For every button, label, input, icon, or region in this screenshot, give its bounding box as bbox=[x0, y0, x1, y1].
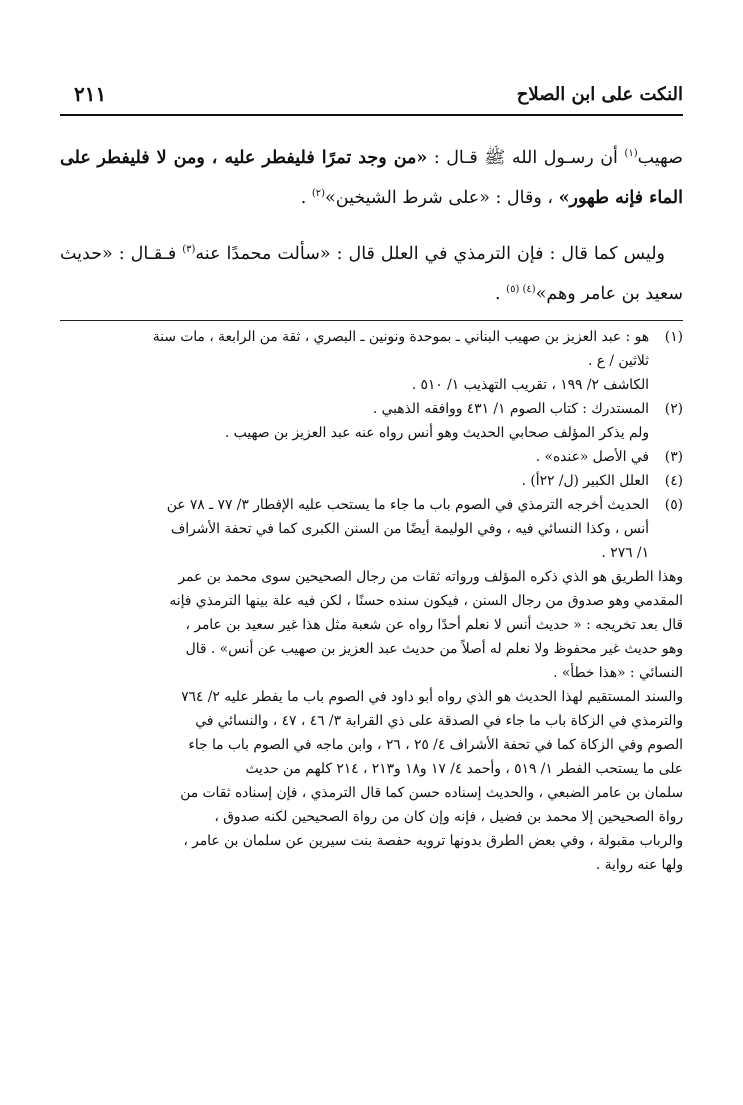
footnote-number: (١) bbox=[664, 329, 683, 345]
footnote-line: ١/ ٢٧٦ . bbox=[601, 545, 649, 561]
footnote-number: (٣) bbox=[664, 449, 683, 465]
page-number: ٢١١ bbox=[74, 82, 107, 106]
footnote-line: النسائي : «هذا خطأ» . bbox=[553, 665, 683, 681]
footnote-line: والرباب مقبولة ، وفي بعض الطرق بدونها ترويه حفصة بنت سيرين عن سلمان بن عامر ، bbox=[183, 833, 683, 849]
running-header bbox=[60, 80, 683, 120]
footnote-3 bbox=[60, 445, 683, 469]
footnote-line: المستدرك : كتاب الصوم ١/ ٤٣١ ووافقه الذهبي . bbox=[372, 401, 649, 417]
main-paragraph-2 bbox=[60, 234, 683, 314]
footnote-line: ثلاثين / ع . bbox=[587, 353, 649, 369]
footnote-2 bbox=[60, 397, 683, 445]
footnote-number: (٤) bbox=[664, 473, 683, 489]
text: . bbox=[495, 284, 507, 304]
text: «حديث سعيد بن عامر وهم» bbox=[60, 244, 683, 304]
footnote-line: ولم يذكر المؤلف صحابي الحديث وهو أنس رواه عنه عبد العزيز بن صهيب . bbox=[224, 425, 649, 441]
footnote-ref: (٤) (٥) bbox=[506, 284, 536, 296]
main-paragraph-1 bbox=[60, 138, 683, 218]
footnote-line: وهو حديث غير محفوظ ولا نعلم له أصلاً من حديث عبد العزيز بن صهيب عن أنس» . قال bbox=[185, 641, 683, 657]
footnote-5 bbox=[60, 493, 683, 565]
footnote-line: سلمان بن عامر الضبعي ، والحديث إسناده حسن كما قال الترمذي ، فإن إسناده ثقات من bbox=[180, 785, 683, 801]
footnote-paragraph-b bbox=[60, 685, 683, 877]
footnote-ref: (٢) bbox=[311, 188, 326, 200]
hadith-quote: على الماء فإنه طهور» bbox=[60, 148, 683, 208]
footnote-line: أنس ، وكذا النسائي فيه ، وفي الوليمة أيضًا من السنن الكبرى كما في تحفة الأشراف bbox=[170, 521, 649, 537]
footnote-4 bbox=[60, 469, 683, 493]
text: فـقـال : bbox=[118, 244, 183, 264]
footnotes bbox=[60, 325, 683, 877]
footnote-number: (٥) bbox=[664, 497, 683, 513]
footnote-line: الكاشف ٢/ ١٩٩ ، تقريب التهذيب ١/ ٥١٠ . bbox=[411, 377, 649, 393]
footnote-number: (٢) bbox=[664, 401, 683, 417]
text: صهيب bbox=[637, 148, 683, 168]
footnote-line: على ما يستحب الفطر ١/ ٥١٩ ، وأحمد ٤/ ١٧ و١٨ و٢١٣ ، ٢١٤ كلهم من حديث bbox=[245, 761, 683, 777]
text: أن رسـول الله ﷺ قـال : bbox=[427, 148, 625, 168]
footnote-1 bbox=[60, 325, 683, 397]
header-rule bbox=[60, 114, 683, 116]
footnote-line: الصوم وفي الزكاة كما في تحفة الأشراف ٤/ ٢٥ ، ٢٦ ، وابن ماجه في الصوم باب ما جاء bbox=[188, 737, 683, 753]
text: ، وقال : «على شرط الشيخين» bbox=[325, 188, 559, 208]
footnote-line: وهذا الطريق هو الذي ذكره المؤلف ورواته ثقات من رجال الصحيحين سوى محمد بن عمر bbox=[178, 569, 683, 585]
text: . bbox=[300, 188, 312, 208]
main-text bbox=[60, 138, 683, 314]
footnote-paragraph-a bbox=[60, 565, 683, 685]
footnote-line: في الأصل «عنده» . bbox=[535, 449, 649, 465]
footnote-line: هو : عبد العزيز بن صهيب البناني ـ بموحدة ونونين ـ البصري ، ثقة من الرابعة ، مات سنة bbox=[152, 329, 649, 345]
footnote-line: ولها عنه رواية . bbox=[595, 857, 683, 873]
footnote-line: رواة الصحيحين إلا محمد بن فضيل ، فإنه وإن كان من رواة الصحيحين لكنه صدوق ، bbox=[214, 809, 683, 825]
text: وليس كما قال : فإن الترمذي في العلل قال : «سألت محمدًا عنه bbox=[195, 244, 665, 264]
footnote-ref: (٣) bbox=[182, 244, 196, 256]
footnote-ref: (١) bbox=[624, 148, 638, 160]
running-title: النكت على ابن الصلاح bbox=[516, 84, 683, 105]
footnote-line: والسند المستقيم لهذا الحديث هو الذي رواه أبو داود في الصوم باب ما يفطر عليه ٢/ ٧٦٤ bbox=[181, 689, 683, 705]
footnote-line: المقدمي وهو صدوق من رجال السنن ، فيكون سنده حسنًا ، لكن فيه علة بينها الترمذي فإنه bbox=[169, 593, 683, 609]
footnote-separator bbox=[60, 320, 683, 321]
footnote-line: والترمذي في الزكاة باب ما جاء في الصدقة على ذي القرابة ٣/ ٤٦ ، ٤٧ ، والنسائي في bbox=[195, 713, 683, 729]
footnote-line: الحديث أخرجه الترمذي في الصوم باب ما جاء ما يستحب عليه الإفطار ٣/ ٧٧ ـ ٧٨ عن bbox=[166, 497, 649, 513]
footnote-line: قال بعد تخريجه : « حديث أنس لا نعلم أحدًا رواه عن شعبة مثل هذا غير سعيد بن عامر ، bbox=[185, 617, 683, 633]
footnote-line: العلل الكبير (ل/ ٢٢أ) . bbox=[521, 473, 649, 489]
hadith-quote: «من وجد تمرًا فليفطر عليه ، ومن لا فليفطر bbox=[97, 148, 428, 168]
